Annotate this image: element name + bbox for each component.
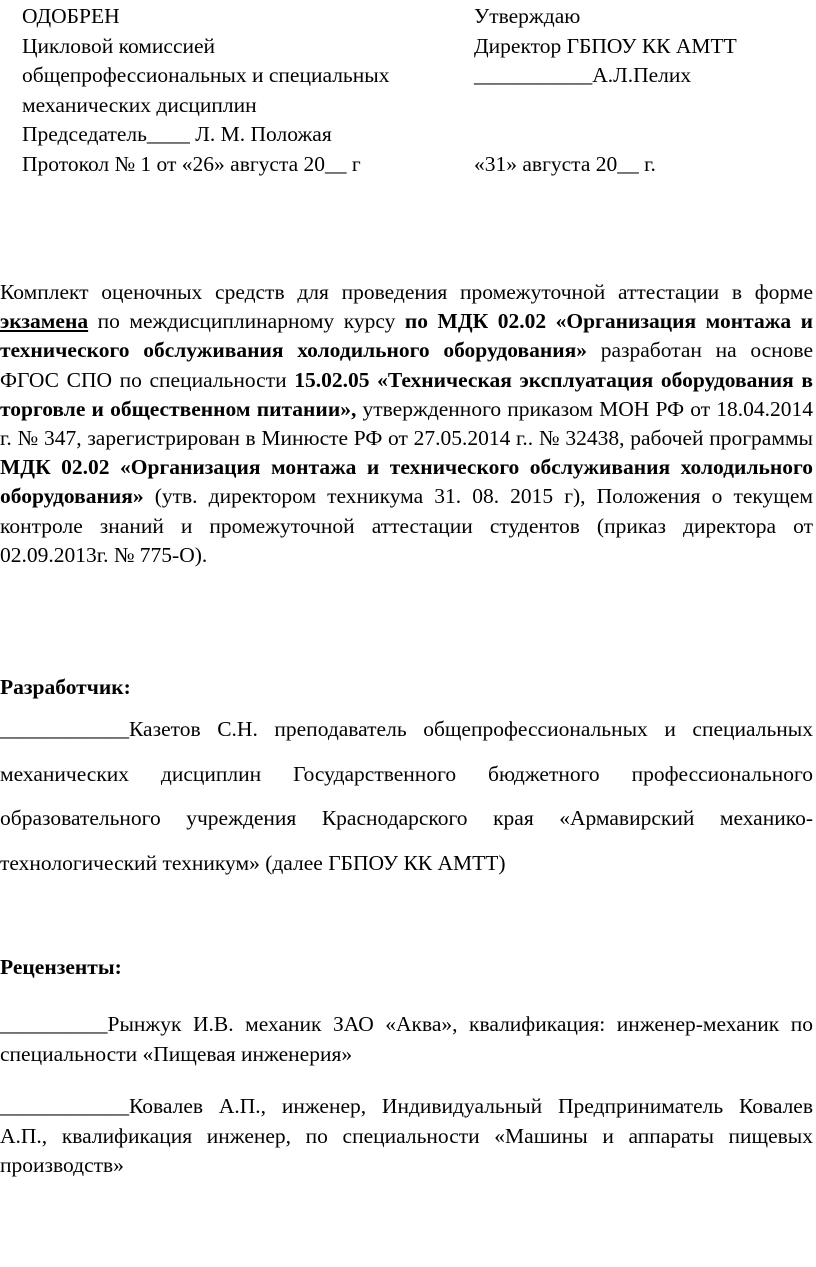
developer-text: ____________Казетов С.Н. преподаватель общепрофессиональных и специальных механических дисциплин Государственного бюджетного профессионального образовательного учреждения Краснодарского края «Армавирский механико-технологический техникум» (далее ГБПОУ КК АМТТ) bbox=[0, 717, 813, 875]
approval-title: ОДОБРЕН bbox=[22, 4, 120, 28]
approval-chairman: Председатель____ Л. М. Положая bbox=[22, 122, 332, 146]
reviewer-1-text: __________Рынжук И.В. механик ЗАО «Аква», квалификация: инженер-механик по специальности «Пищевая инженерия» bbox=[0, 1012, 813, 1066]
program-name: МДК 02.02 «Организация монтажа и технического обслуживания холодильного оборудования» bbox=[0, 455, 813, 509]
main-text-5: разработан на основе ФГОС СПО по специальности bbox=[0, 338, 813, 392]
exam-form: экзамена bbox=[0, 309, 89, 334]
reviewers-heading: Рецензенты: bbox=[0, 955, 122, 979]
main-text-9: (утв. директором техникума 31. 08. 2015 г), Положения о текущем контроле знаний и промежуточной аттестации студентов (приказ директора от 02.09.2013г. № 775-О). bbox=[0, 484, 813, 567]
main-text-3: по междисциплинарному курсу bbox=[88, 309, 405, 334]
reviewer-1 bbox=[0, 1010, 813, 1069]
reviewer-2-text: ____________Ковалев А.П., инженер, Индивидуальный Предприниматель Ковалев А.П., квалификация инженер, по специальности «Машины и аппараты пищевых производств» bbox=[0, 1094, 813, 1177]
approval-commission-cont: общепрофессиональных и специальных bbox=[22, 63, 390, 87]
developer-paragraph bbox=[0, 707, 813, 885]
main-text-1: Комплект оценочных средств для проведения промежуточной аттестации в форме bbox=[0, 280, 813, 304]
confirm-date: «31» августа 20__ г. bbox=[474, 151, 656, 176]
confirm-block bbox=[474, 2, 814, 179]
course-name: по МДК 02.02 «Организация монтажа и технического обслуживания холодильного оборудования» bbox=[0, 309, 813, 363]
approval-protocol: Протокол № 1 от «26» августа 20__ г bbox=[22, 151, 361, 176]
confirm-signature: ___________А.Л.Пелих bbox=[474, 63, 692, 87]
approval-disciplines: механических дисциплин bbox=[22, 92, 257, 117]
approval-block bbox=[22, 2, 462, 179]
confirm-title: Утверждаю bbox=[474, 4, 581, 28]
main-text-7: утвержденного приказом МОН РФ от 18.04.2014 г. № 347, зарегистрирован в Минюсте РФ от 27.05.2014 г.. № 32438, рабочей программы bbox=[0, 396, 813, 451]
developer-heading: Разработчик: bbox=[0, 675, 131, 699]
reviewer-2 bbox=[0, 1092, 813, 1181]
specialty-name: 15.02.05 «Техническая эксплуатация оборудования в торговле и общественном питании», bbox=[0, 367, 813, 421]
approval-commission: Цикловой комиссией bbox=[22, 33, 216, 58]
confirm-director: Директор ГБПОУ КК АМТТ bbox=[474, 33, 737, 58]
main-paragraph bbox=[0, 278, 813, 570]
